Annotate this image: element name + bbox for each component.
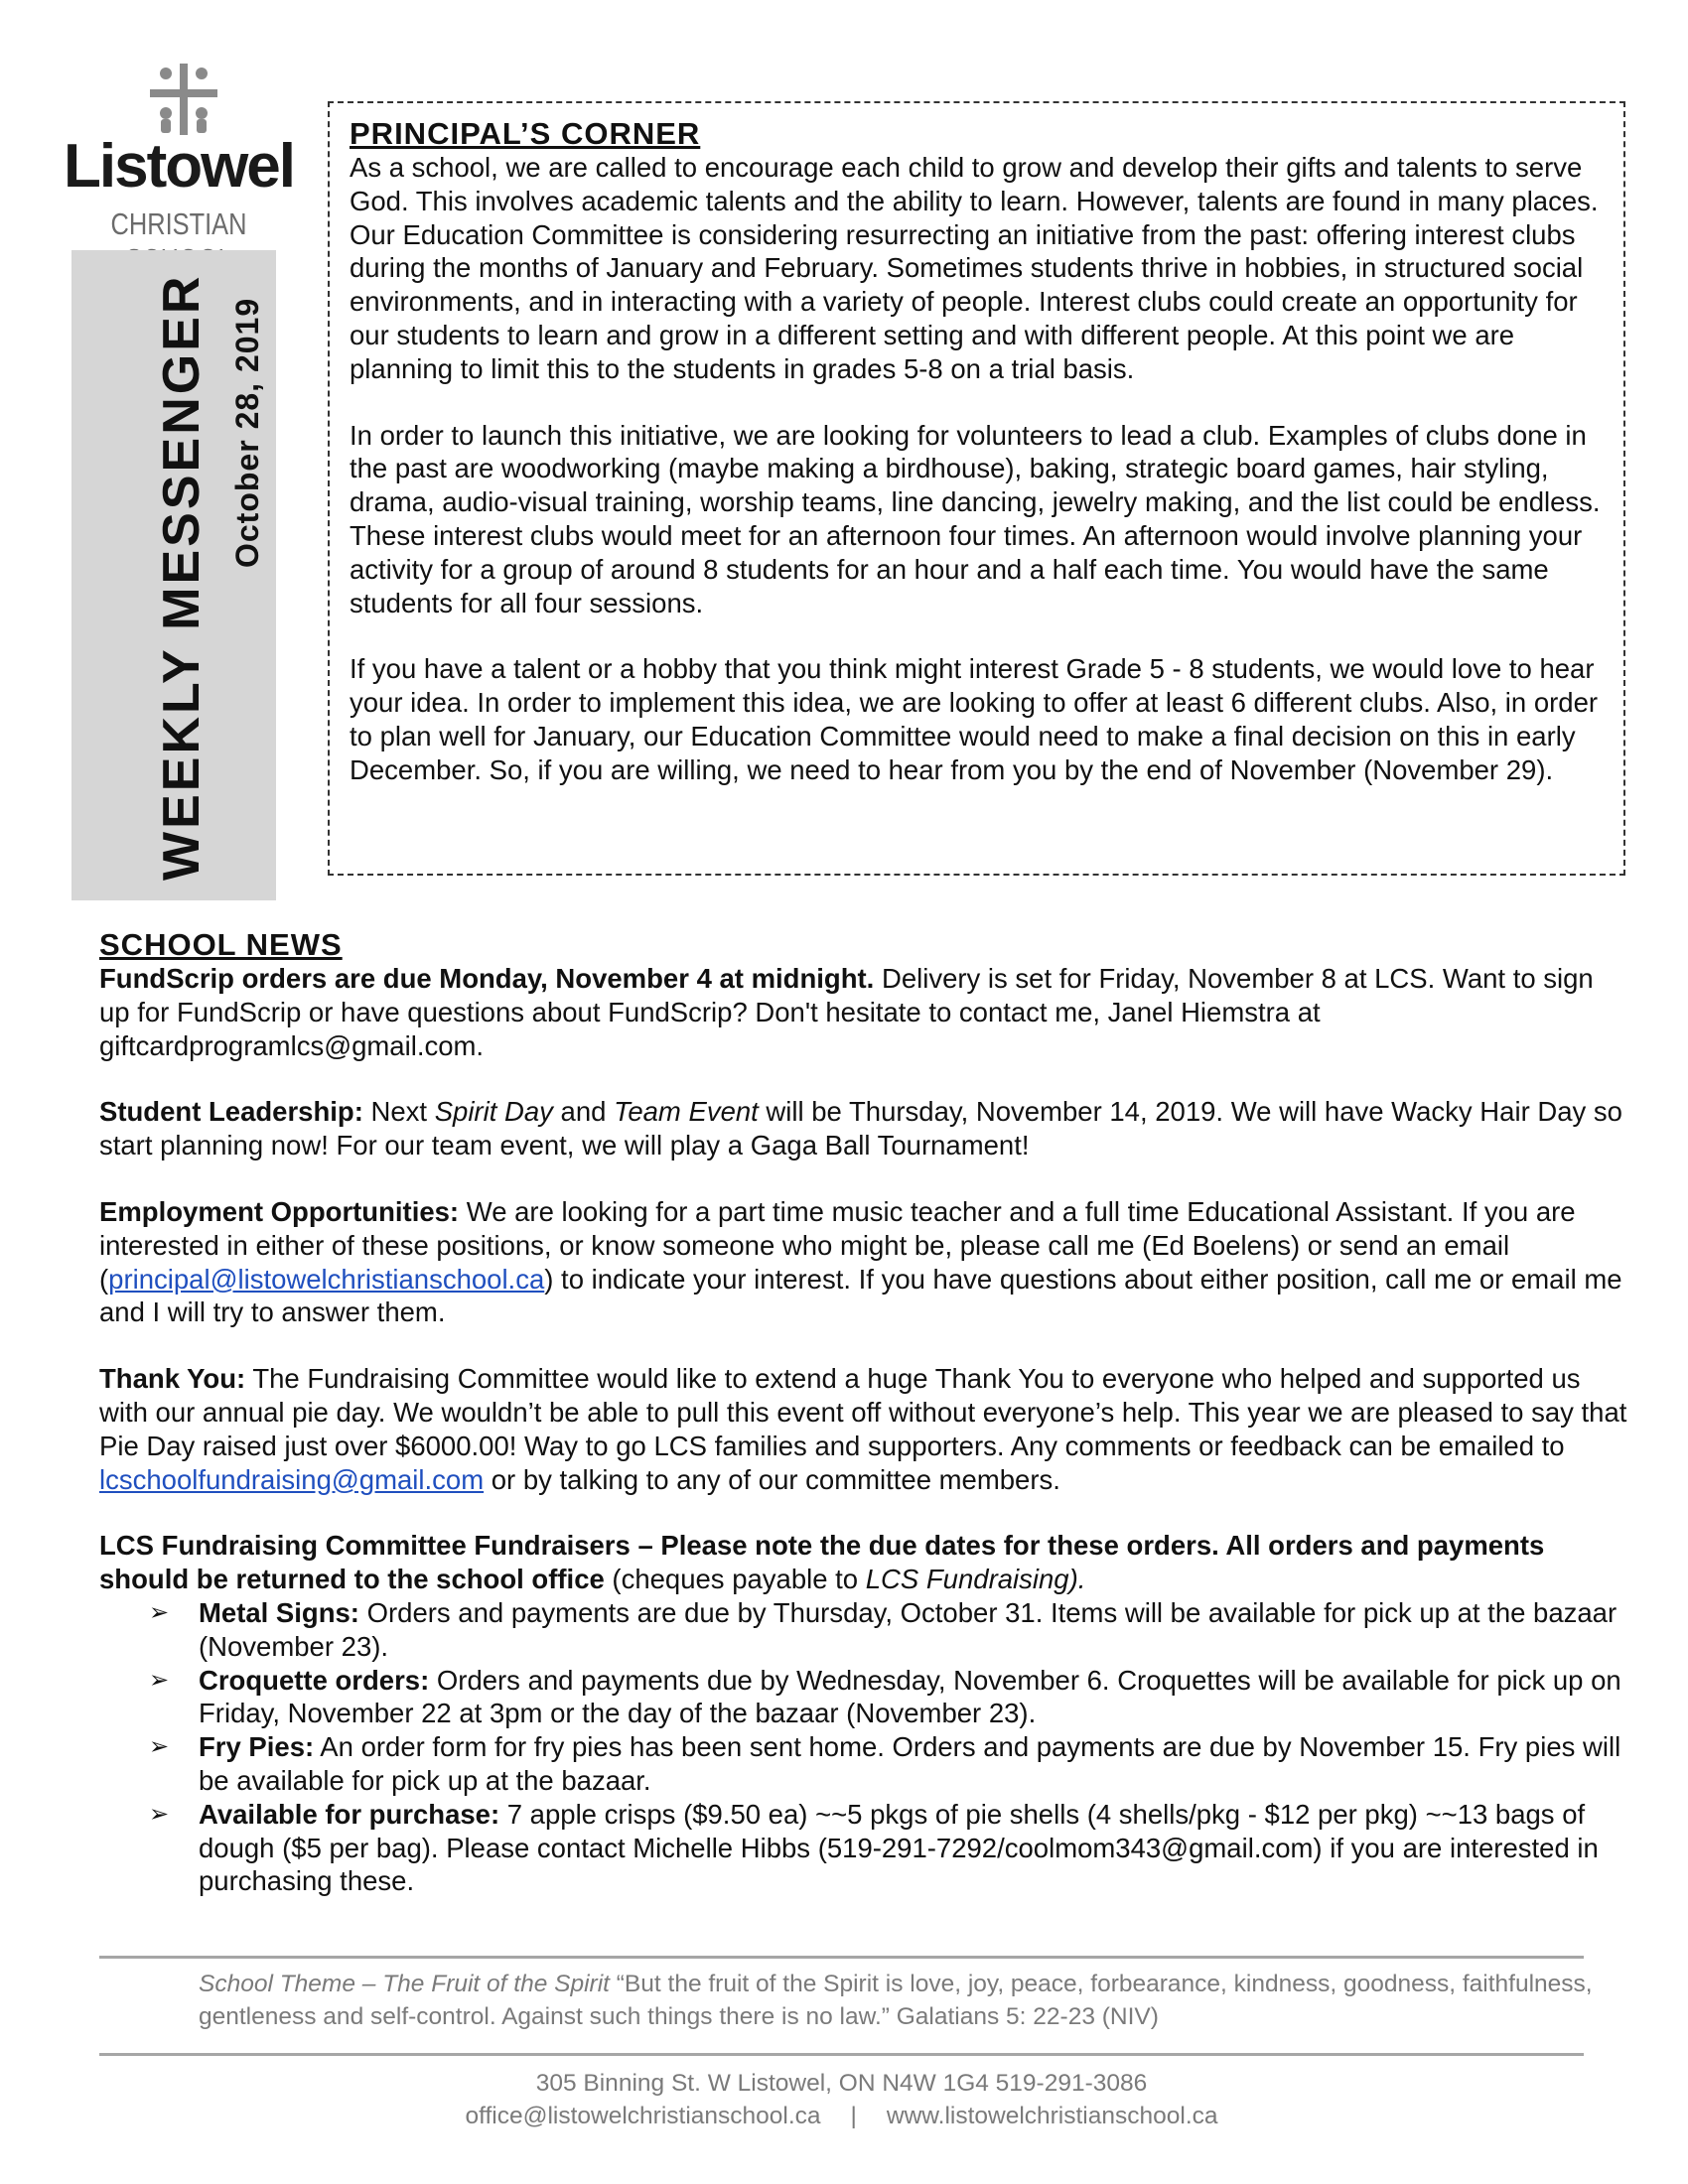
employment-text-1: We are looking for a part time music teacher and a full time Educational Assistant. If you are interested in either of these positions, or know someone who might be, please call me (Ed Boelens) or send an email ( <box>99 1195 1576 1295</box>
newsletter-title: WEEKLY MESSENGER <box>153 273 211 881</box>
fundraisers-lead: LCS Fundraising Committee Fundraisers – Please note the due dates for these orders. All orders and payments should be returned to the school office <box>99 1530 1545 1595</box>
fundraisers-paragraph <box>99 1529 1628 1596</box>
principals-corner-heading: PRINCIPAL’S CORNER <box>350 116 701 151</box>
fundscrip-lead: FundScrip orders are due Monday, November 4 at midnight. <box>99 963 875 994</box>
fundraiser-list <box>99 1596 1628 1898</box>
footer-website[interactable]: www.listowelchristianschool.ca <box>886 2103 1218 2129</box>
spirit-day-text: Spirit Day <box>434 1096 553 1128</box>
thank-you-text-1: The Fundraising Committee would like to extend a huge Thank You to everyone who helped and supported us with our annual pie day. We wouldn’t be able to pull this event off without everyone’s help. This year we are pleased to say that Pie Day raised just over $6000.00! Way to go LCS families and supporters. Any comments or feedback can be emailed to <box>99 1363 1627 1461</box>
footer-email[interactable]: office@listowelchristianschool.ca <box>465 2103 821 2129</box>
theme-divider-bottom <box>99 2053 1584 2056</box>
fundraiser-item-metal-signs <box>149 1596 1628 1664</box>
fundraiser-item-text: An order form for fry pies has been sent home. Orders and payments are due by November 15. Fry pies will be available for pick up at the bazaar. <box>199 1731 1621 1796</box>
principal-paragraph-3: If you have a talent or a hobby that you think might interest Grade 5 - 8 students, we would love to hear your idea. In order to implement this idea, we are looking to offer at least 6 different clubs. Also, in order to plan well for January, our Education Committee would need to make a final decision on this in early December. So, if you are willing, we need to hear from you by the end of November (November 29). <box>350 653 1599 785</box>
school-news-heading: SCHOOL NEWS <box>99 927 343 962</box>
employment-paragraph <box>99 1195 1628 1329</box>
fundraiser-item-label: Fry Pies: <box>199 1731 315 1763</box>
thank-you-lead: Thank You: <box>99 1363 246 1395</box>
cross-people-icon <box>144 60 223 139</box>
thank-you-text-2: or by talking to any of our committee members. <box>484 1463 1060 1495</box>
employment-text-2: ) to indicate your interest. If you have questions about either position, call me or email me and I will try to answer them. <box>99 1263 1622 1328</box>
fundraiser-item-text: Orders and payments are due by Thursday, October 31. Items will be available for pick up at the bazaar (November 23). <box>199 1596 1618 1662</box>
fundraiser-item-label: Available for purchase: <box>199 1798 500 1830</box>
footer-address: 305 Binning St. W Listowel, ON N4W 1G4 519-291-3086 <box>535 2070 1148 2097</box>
leadership-paragraph <box>99 1095 1628 1162</box>
arrow-bullet-icon: ➢ <box>149 1666 170 1694</box>
newsletter-date: October 28, 2019 <box>229 297 265 568</box>
newsletter-banner <box>71 250 276 900</box>
logo-subtitle: CHRISTIAN <box>110 206 247 241</box>
leadership-lead: Student Leadership: <box>99 1096 363 1128</box>
leadership-text-2: and <box>552 1096 615 1128</box>
principals-corner-box <box>328 101 1625 876</box>
logo-name: Listowel <box>63 132 295 201</box>
fundraisers-text-1: (cheques payable to <box>604 1564 866 1595</box>
fundraisers-payee: LCS Fundraising). <box>865 1564 1086 1595</box>
footer-contact-line <box>99 2100 1584 2132</box>
principal-paragraph-1: As a school, we are called to encourage each child to grow and develop their gifts and talents to serve God. This involves academic talents and the ability to learn. However, talents are found in many places. Our Education Committee is considering resurrecting an initiative from the past: offering interest clubs during the months of January and February. Sometimes students thrive in hobbies, in structured social environments, and in interacting with a variety of people. Interest clubs could create an opportunity for our students to learn and grow in a different setting and with different people. At this point we are planning to limit this to the students in grades 5-8 on a trial basis. <box>350 152 1599 384</box>
arrow-bullet-icon: ➢ <box>149 1598 170 1626</box>
fundraiser-item-fry-pies <box>149 1730 1628 1798</box>
arrow-bullet-icon: ➢ <box>149 1733 170 1761</box>
theme-label: School Theme – The Fruit of the Spirit <box>199 1971 610 1997</box>
thank-you-paragraph <box>99 1362 1628 1496</box>
footer-separator: | <box>850 2103 857 2129</box>
footer <box>99 2067 1584 2132</box>
fundraiser-item-text: Orders and payments due by Wednesday, November 6. Croquettes will be available for pick up on Friday, November 22 at 3pm or the day of the bazaar (November 23). <box>199 1664 1621 1729</box>
principal-paragraph-2: In order to launch this initiative, we are looking for volunteers to lead a club. Examples of clubs done in the past are woodworking (maybe making a birdhouse), baking, strategic board games, hair styling, drama, audio-visual training, worship teams, line dancing, jewelry making, and the list could be endless. These interest clubs would meet for an afternoon four times. An afternoon would involve planning your activity for a group of around 8 students for an hour and a half each time. You would have the same students for all four sessions. <box>350 419 1601 618</box>
school-news-section <box>99 928 1628 1898</box>
team-event-text: Team Event <box>614 1096 759 1128</box>
fundscrip-text: Delivery is set for Friday, November 8 at LCS. Want to sign up for FundScrip or have questions about FundScrip? Don't hesitate to contact me, Janel Hiemstra at giftcardprogramlcs@gmail.com. <box>99 963 1594 1061</box>
fundscrip-paragraph <box>99 962 1628 1062</box>
fundraising-email-link[interactable]: lcschoolfundraising@gmail.com <box>99 1463 485 1495</box>
theme-quote: “But the fruit of the Spirit is love, joy, peace, forbearance, kindness, goodness, faithfulness, gentleness and self-control. Against such things there is no law.” Galatians 5: 22-23 (NIV) <box>199 1971 1593 2030</box>
fundraiser-item-text: 7 apple crisps ($9.50 ea) ~~5 pkgs of pie shells (4 shells/pkg - $12 per pkg) ~~13 bags of dough ($5 per bag). Please contact Michelle Hibbs (519-291-7292/coolmom343@gmail.com) if you are interested in purchasing these. <box>199 1798 1599 1897</box>
theme-divider-top <box>99 1956 1584 1959</box>
leadership-text-3: will be Thursday, November 14, 2019. We will have Wacky Hair Day so start planning now! For our team event, we will play a Gaga Ball Tournament! <box>99 1096 1622 1161</box>
fundraiser-item-available <box>149 1798 1628 1898</box>
fundraiser-item-croquettes <box>149 1664 1628 1731</box>
school-theme <box>199 1968 1609 2033</box>
leadership-text-1: Next <box>362 1096 435 1128</box>
fundraiser-item-label: Metal Signs: <box>199 1596 359 1628</box>
principal-email-link[interactable]: principal@listowelchristianschool.ca <box>108 1263 545 1295</box>
fundraiser-item-label: Croquette orders: <box>199 1664 430 1696</box>
employment-lead: Employment Opportunities: <box>99 1195 460 1227</box>
arrow-bullet-icon: ➢ <box>149 1800 170 1828</box>
